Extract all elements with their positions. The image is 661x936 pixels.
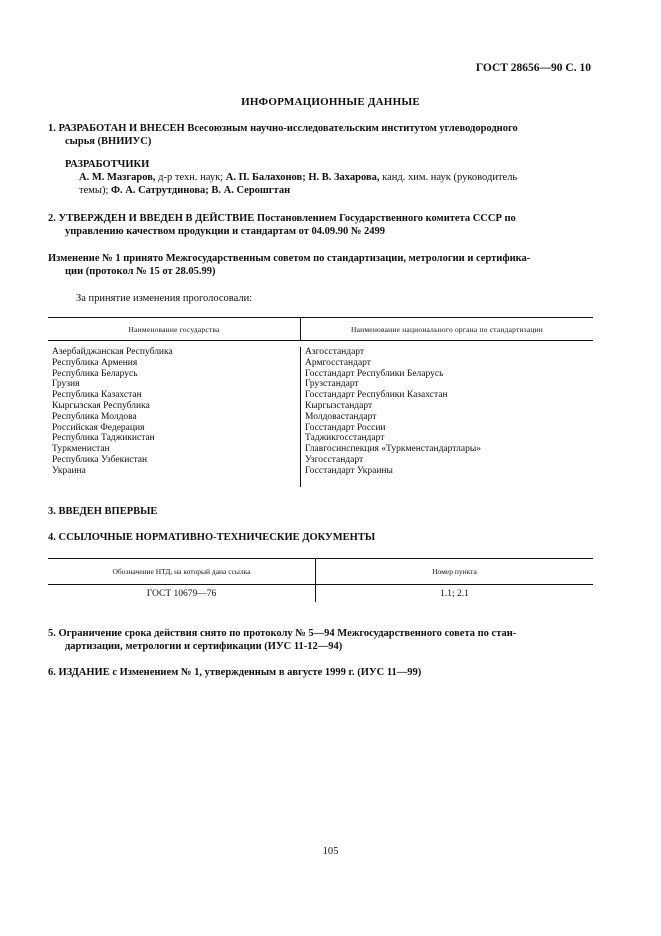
section-1	[48, 122, 593, 148]
section-text: ССЫЛОЧНЫЕ НОРМАТИВНО-ТЕХНИЧЕСКИЕ ДОКУМЕНТЫ	[58, 532, 376, 543]
table-cell: Республика Армения	[52, 357, 138, 368]
column-header-body: Наименование национального органа по стандартизации	[300, 318, 593, 340]
developer-name: В. А. Серошгтан	[211, 185, 291, 196]
table-cell: Армгосстандарт	[305, 357, 371, 368]
amendment-line: Изменение № 1 принято Межгосударственным советом по стандартизации, метрологии и сертифика-	[48, 253, 531, 264]
developer-name: А. П. Балахонов;	[225, 172, 306, 183]
developer-name: Ф. А. Сатрутдинова;	[111, 185, 209, 196]
section-6	[48, 666, 593, 679]
page-number: 105	[322, 846, 339, 857]
section-lead: УТВЕРЖДЕН И ВВЕДЕН В ДЕЙСТВИЕ	[58, 213, 255, 224]
table-cell: Кыргызстандарт	[305, 400, 373, 411]
table-cell: Молдовастандарт	[305, 411, 377, 422]
voted-intro: За принятие изменения проголосовали:	[76, 293, 253, 304]
table-cell: Главгосинспекция «Туркменстандартлары»	[305, 444, 482, 455]
section-number: 2.	[48, 213, 56, 224]
section-5	[48, 627, 593, 653]
section-4	[48, 531, 593, 544]
references-table	[48, 558, 593, 602]
section-number: 1.	[48, 123, 56, 134]
table-cell: Украина	[52, 465, 86, 476]
states-column	[48, 347, 300, 487]
section-text: ИЗДАНИЕ с Изменением № 1, утвержденным в августе 1999 г. (ИУС 11—99)	[58, 667, 422, 678]
developer-degree: д-р техн. наук;	[158, 172, 224, 183]
section-text-cont: сырья (ВНИИУС)	[65, 136, 152, 147]
column-header-document: Обозначение НТД, на который дана ссылка	[112, 567, 251, 576]
section-text: Ограничение срока действия снято по протоколу № 5—94 Межгосударственного совета по стан-	[58, 628, 517, 639]
section-text-cont: дартизации, метрологии и сертификации (ИУС 11-12—94)	[65, 641, 343, 652]
table-cell: Узгосстандарт	[305, 454, 364, 465]
table-row	[48, 585, 593, 602]
section-text: ВВЕДЕН ВПЕРВЫЕ	[58, 506, 158, 517]
amendment-line: ции (протокол № 15 от 28.05.99)	[65, 266, 216, 277]
table-cell: Азербайджанская Республика	[52, 347, 173, 357]
table-cell: Госстандарт Украины	[305, 465, 393, 476]
section-lead: РАЗРАБОТАН И ВНЕСЕН	[58, 123, 185, 134]
page-title: ИНФОРМАЦИОННЫЕ ДАННЫЕ	[241, 96, 420, 108]
bodies-column	[300, 347, 593, 487]
table-cell: Госстандарт России	[305, 422, 386, 433]
developer-degree-cont: темы);	[79, 185, 109, 196]
table-cell: Туркменистан	[52, 444, 110, 455]
developer-name: Н. В. Захарова,	[308, 172, 380, 183]
column-header-clause: Номер пункта	[315, 559, 593, 584]
section-text-cont: управлению качеством продукции и стандартам от 04.09.90 № 2499	[65, 226, 386, 237]
section-number: 5.	[48, 628, 56, 639]
developers-title: РАЗРАБОТЧИКИ	[65, 159, 150, 170]
table-cell: Грузстандарт	[305, 379, 359, 390]
table-cell: Госстандарт Республики Беларусь	[305, 368, 444, 379]
table-cell: Российская Федерация	[52, 422, 145, 433]
section-number: 6.	[48, 667, 56, 678]
table-cell: Кыргызская Республика	[52, 400, 150, 411]
section-text: Всесоюзным научно-исследовательским институтом углеводородного	[187, 123, 518, 134]
table-cell: Госстандарт Республики Казахстан	[305, 390, 448, 401]
table-header	[48, 559, 593, 585]
table-cell: Республика Таджикистан	[52, 433, 155, 444]
developer-name: А. М. Мазгаров,	[79, 172, 156, 183]
table-cell: Республика Казахстан	[52, 390, 142, 401]
voting-table	[48, 317, 593, 487]
table-cell: 1.1; 2.1	[315, 585, 593, 602]
section-text: Постановлением Государственного комитета СССР по	[256, 213, 516, 224]
section-number: 4.	[48, 532, 56, 543]
section-2	[48, 212, 593, 238]
column-header-state: Наименование государства	[128, 324, 220, 334]
table-cell: Республика Беларусь	[52, 368, 138, 379]
section-number: 3.	[48, 506, 56, 517]
table-cell: Таджикгосстандарт	[305, 433, 385, 444]
table-cell: Республика Молдова	[52, 411, 137, 422]
table-cell: ГОСТ 10679—76	[146, 588, 217, 599]
developers-block	[65, 158, 595, 197]
table-body	[48, 341, 593, 487]
table-cell: Азгосстандарт	[305, 347, 365, 357]
developer-degree: канд. хим. наук (руководитель	[382, 172, 518, 183]
document-reference: ГОСТ 28656—90 С. 10	[475, 62, 591, 74]
table-cell: Республика Узбекистан	[52, 454, 148, 465]
table-header	[48, 318, 593, 341]
developers-list	[65, 171, 595, 197]
section-3	[48, 505, 593, 518]
amendment-note	[48, 252, 593, 278]
table-cell: Грузия	[52, 379, 80, 390]
